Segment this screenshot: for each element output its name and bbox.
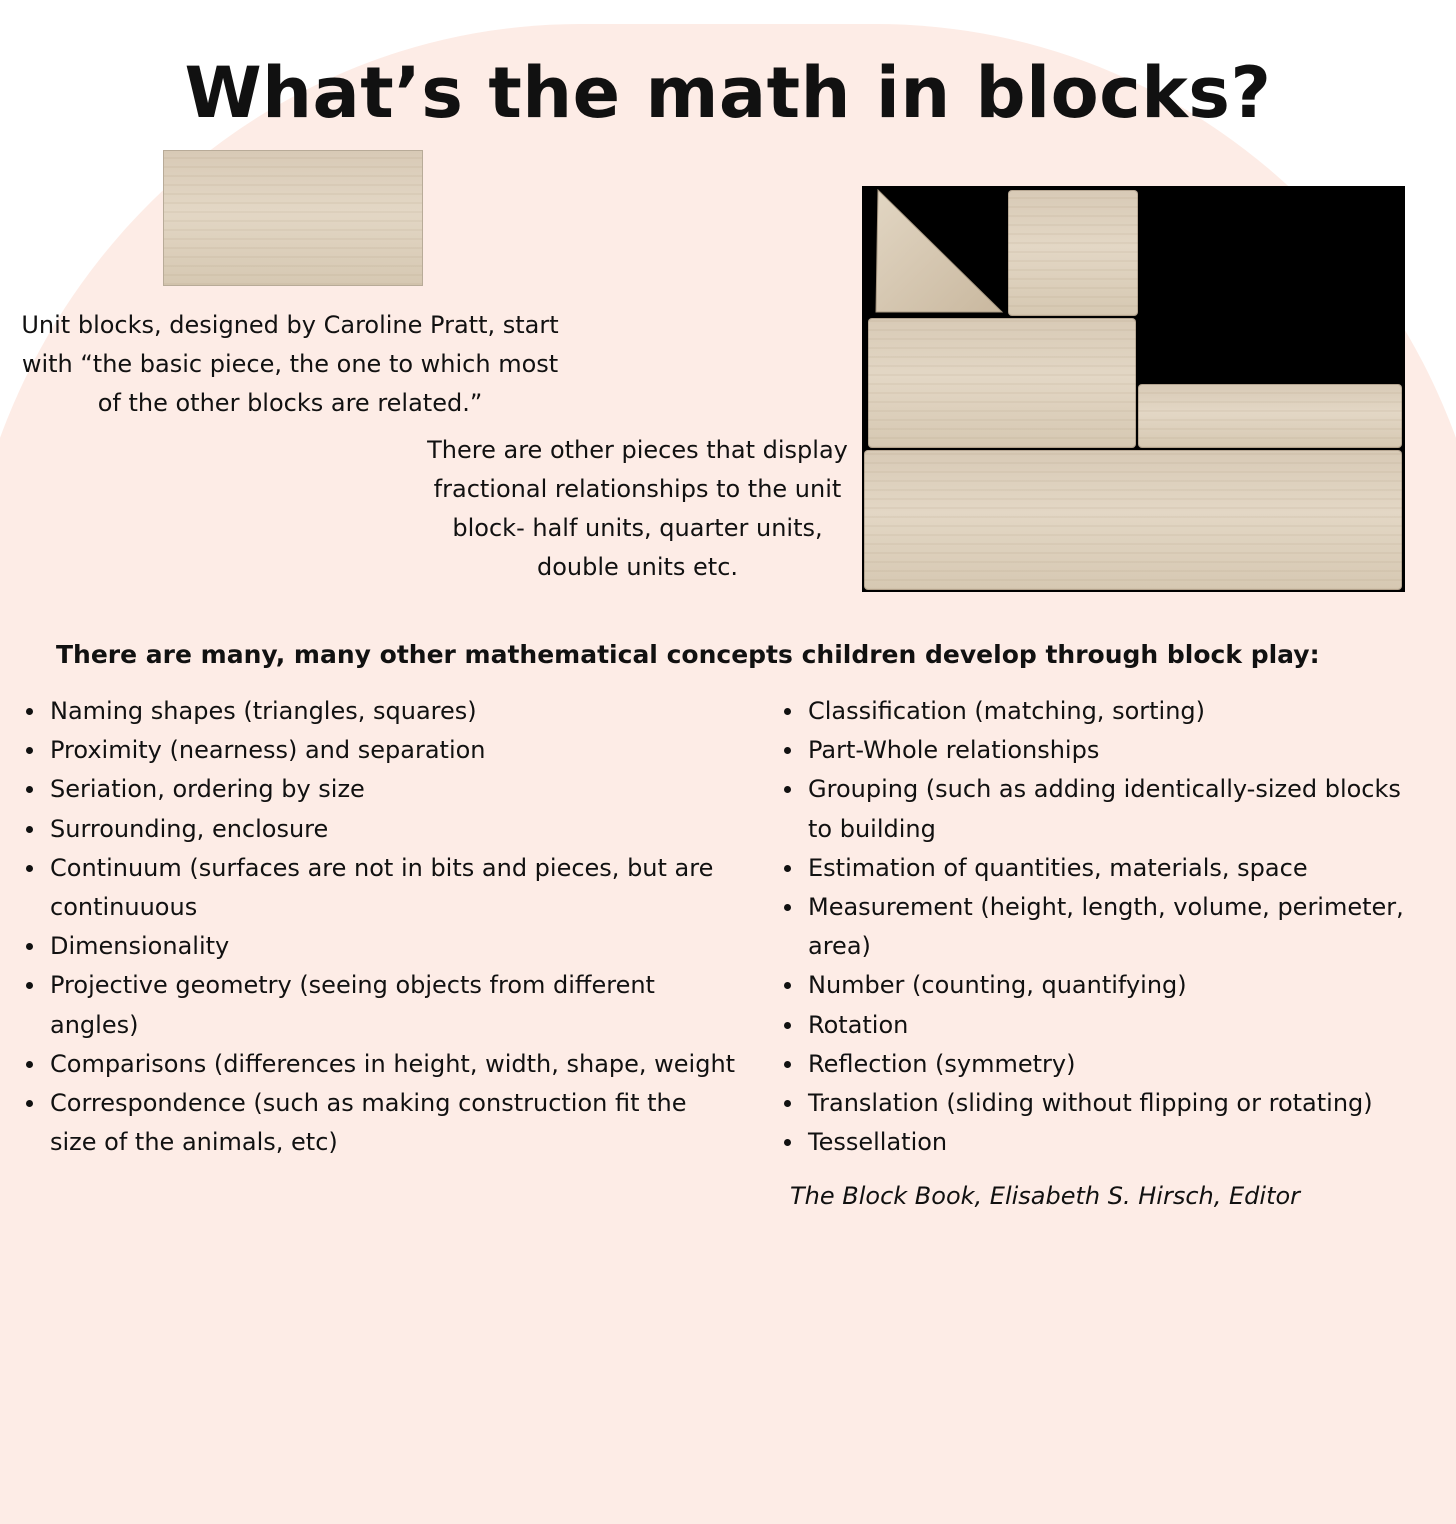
list-item: Seriation, ordering by size: [18, 770, 738, 809]
concepts-heading: There are many, many other mathematical concepts children develop through block play:: [56, 640, 1320, 669]
citation: The Block Book, Elisabeth S. Hirsch, Editor: [790, 1182, 1301, 1210]
list-item: Number (counting, quantifying): [776, 966, 1426, 1005]
list-item: Measurement (height, length, volume, perimeter, area): [776, 888, 1426, 966]
list-item: Reflection (symmetry): [776, 1045, 1426, 1084]
list-item: Projective geometry (seeing objects from different angles): [18, 966, 738, 1044]
list-item: Translation (sliding without flipping or rotating): [776, 1084, 1426, 1123]
triangle-block: [872, 186, 1007, 316]
block-set-photo: [862, 186, 1405, 592]
fraction-text: There are other pieces that display fractional relationships to the unit block- half units, quarter units, double units etc.: [427, 436, 848, 581]
list-item: Correspondence (such as making construction fit the size of the animals, etc): [18, 1084, 738, 1162]
list-item: Part-Whole relationships: [776, 731, 1426, 770]
concepts-list-left: [18, 692, 738, 1162]
list-item: Grouping (such as adding identically-sized blocks to building: [776, 770, 1426, 848]
concepts-list-right: [776, 692, 1426, 1162]
list-item: Dimensionality: [18, 927, 738, 966]
page-title: What’s the math in blocks?: [184, 52, 1272, 134]
list-item: Estimation of quantities, materials, space: [776, 849, 1426, 888]
list-item: Continuum (surfaces are not in bits and pieces, but are continuuous: [18, 849, 738, 927]
intro-text: Unit blocks, designed by Caroline Pratt, start with “the basic piece, the one to which most of the other blocks are related.”: [21, 311, 559, 417]
list-item: Rotation: [776, 1006, 1426, 1045]
list-item: Proximity (nearness) and separation: [18, 731, 738, 770]
list-item: Surrounding, enclosure: [18, 810, 738, 849]
unit-block-in-photo: [868, 318, 1136, 448]
square-block: [1008, 190, 1138, 316]
unit-block-image: [163, 150, 423, 286]
list-item: Naming shapes (triangles, squares): [18, 692, 738, 731]
list-item: Tessellation: [776, 1123, 1426, 1162]
double-unit-block: [864, 450, 1402, 590]
list-item: Comparisons (differences in height, width, shape, weight: [18, 1045, 738, 1084]
half-unit-block: [1138, 384, 1402, 448]
list-item: Classification (matching, sorting): [776, 692, 1426, 731]
